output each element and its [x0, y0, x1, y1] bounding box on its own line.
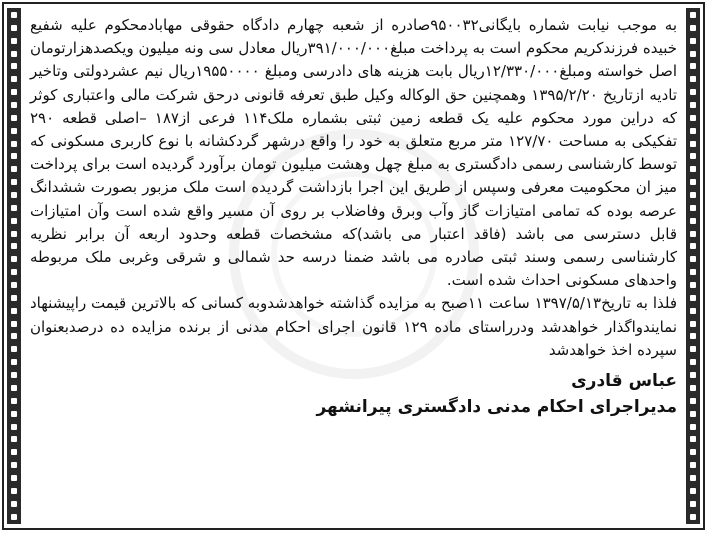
left-decorative-border: [7, 8, 21, 524]
notice-paragraph-2: فلذا به تاریخ۱۳۹۷/۵/۱۳ ساعت ۱۱صبح به مزایده گذاشته خواهدشدوبه کسانی که بالاترین قیمت راپیشنهاد نمایندواگذار خواهدشد ودرراستای ماده ۱۲۹ قانون اجرای احکام مدنی از برنده مزایده ده درصدبعنوان سپرده اخذ خواهدشد: [30, 294, 678, 359]
notice-frame: [2, 2, 705, 530]
notice-paragraph-1: به موجب نیابت شماره بایگانی۹۵۰۰۳۲صادره از شعبه چهارم دادگاه حقوقی مهابادمحکوم علیه شفیع خبیده فرزندکریم محکوم است به پرداخت مبلغ۳۹۱/۰۰۰/۰۰۰ریال معادل سی ونه میلیون ویکصدهزارتومان اصل خواسته ومبلغ۱۲/۳۳۰/۰۰۰ریال بابت هزینه های دادرسی ومبلغ ۱۹۵۵۰۰۰۰ریال نیم عشردولتی وتاخیر تادیه ازتاریخ ۱۳۹۵/۲/۲۰ وهمچنین حق الوکاله وکیل طبق تعرفه قانونی درحق شرکت مالی واعتباری کوثر که دراین مورد محکوم علیه یک قطعه زمین ثبتی بشماره ملک۱۱۴ فرعی از۱۸۷ –اصلی قطعه ۲۹۰ تفکیکی به مساحت ۱۲۷/۷۰ متر مربع متعلق به خود را واقع درشهر گردکشانه با نوع کاربری مسکونی که توسط کارشناسی رسمی دادگستری به مبلغ چهل وهشت میلیون تومان برآورد گردیده است برای پرداخت میز ان محکومیت معرفی وسپس از طریق این اجرا بازداشت گردیده است ملک مزبور بصورت ششدانگ عرصه بوده که تمامی امتیازات گاز وآب وبرق وفاضلاب بر روی آن مسیر واقع شده است وآن امتیازات قابل دسترسی می باشد (فاقد اعتبار می باشد)که مشخصات قطعه وحدود اربعه آن برابر نظریه کارشناسی رسمی وسند ثبتی صادره می باشد ضمنا درسه حد شمالی و شرقی وغربی ملک مربوطه واحدهای مسکونی احداث شده است.: [30, 16, 677, 290]
signature-block: [30, 368, 677, 420]
signer-name: عباس قادری: [571, 371, 677, 392]
signer-title: مدیراجرای احکام مدنی دادگستری پیرانشهر: [316, 397, 677, 418]
notice-content: [30, 14, 677, 518]
notice-body: [30, 14, 677, 362]
right-decorative-border: [686, 8, 700, 524]
